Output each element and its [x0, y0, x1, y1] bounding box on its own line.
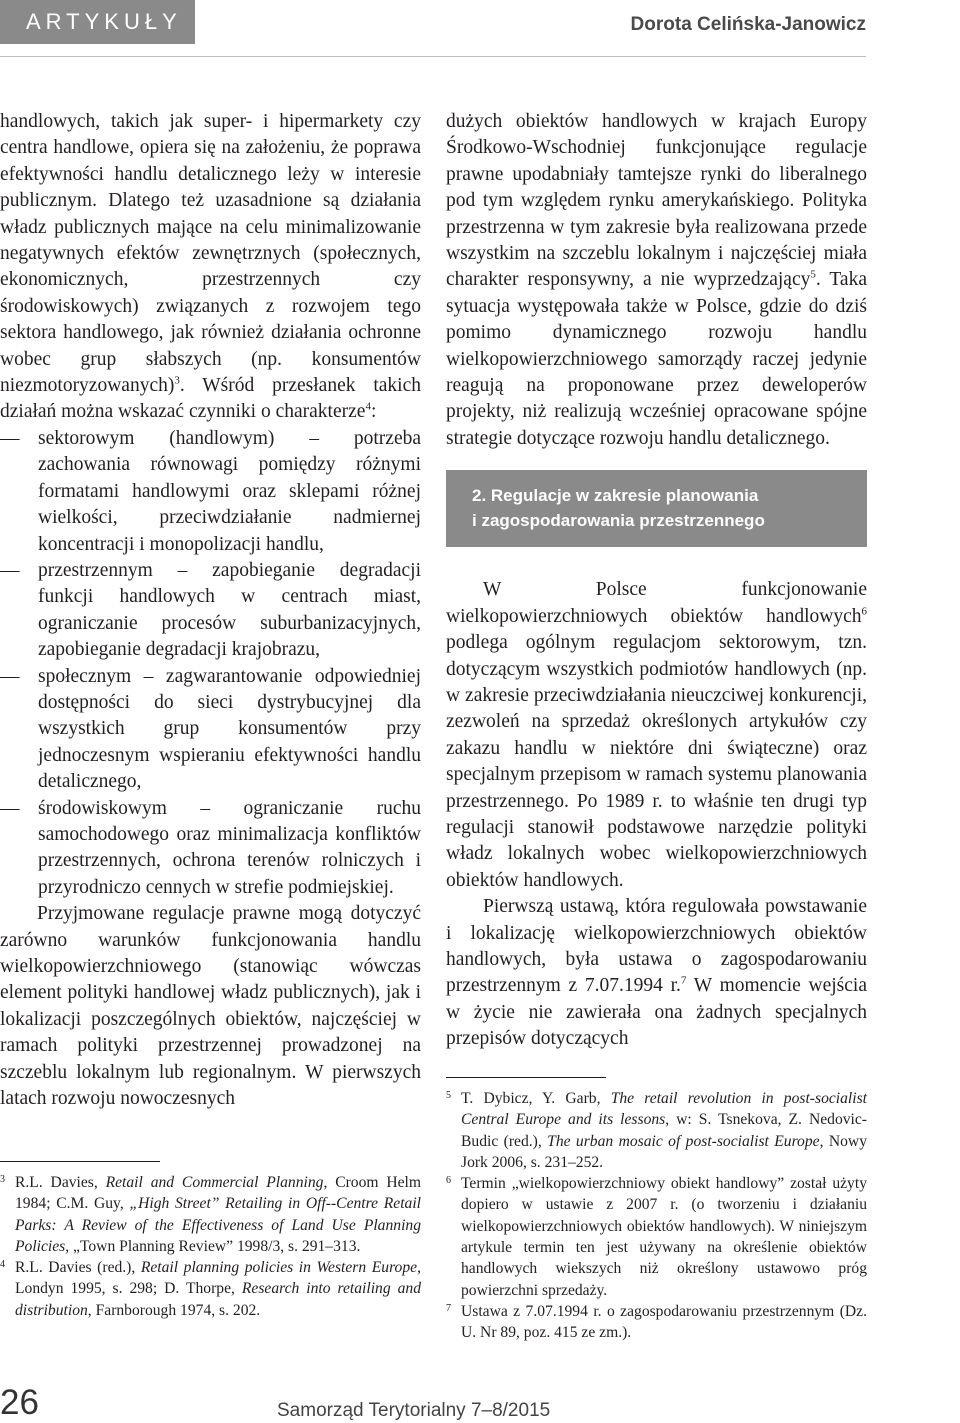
section-heading-line: 2. Regulacje w zakresie planowania [472, 486, 759, 506]
section-heading-line: i zagospodarowania przestrzennego [472, 511, 765, 531]
page-number: 26 [0, 1383, 39, 1422]
footnote [0, 1257, 421, 1321]
footnote-number: 3 [0, 1174, 5, 1185]
paragraph: Przyjmowane regulacje prawne mogą dotyczyć zarówno warunków funkcjonowania handlu wielkopowierzchniowego (stanowiąc wówczas element polityki handlowej władz publicznych), jak i lokalizacji poszczególnych obiektów, najczęściej w ramach polityki przestrzennej prowadzonej na szczeblu lokalnym lub regionalnym. W pierwszych latach rozwoju nowoczesnych [0, 903, 421, 1110]
section-label: ARTYKUŁY [26, 9, 182, 34]
footnote-ref: 5 [810, 268, 816, 281]
footnote-text: Ustawa z 7.07.1994 r. o zagospodarowaniu przestrzennym (Dz. U. Nr 89, poz. 415 ze zm.). [461, 1302, 867, 1342]
footnote-number: 4 [0, 1259, 5, 1271]
list-item: — sektorowym (handlowym) – potrzeba zachowania równowagi pomiędzy różnymi formatami handlowymi oraz sklepami różnej wielkości, przeciwdziałanie nadmiernej koncentracji i monopolizacji handlu, [0, 426, 421, 558]
list-item: — środowiskowym – ograniczanie ruchu samochodowego oraz minimalizacja konfliktów przestrzennych, ochrona terenów rolniczych i przyrodniczo cennych w strefie podmiejskiej. [0, 796, 421, 902]
author-name: Dorota Celińska-Janowicz [630, 14, 866, 35]
footnote-divider [0, 1161, 160, 1162]
footnote-text: R.L. Davies, Retail and Commercial Planning, Croom Helm 1984; C.M. Guy, „High Street” Retailing in Off--Centre Retail Parks: A Review of the Effectiveness of Land Use Planning Policies, „Town Planning Review” 1998/3, s. 291–313. [15, 1174, 421, 1255]
header-divider [0, 56, 866, 57]
footnote-ref: 3 [174, 374, 180, 387]
footnote [0, 1172, 421, 1257]
footnote-text: R.L. Davies (red.), Retail planning policies in Western Europe, Londyn 1995, s. 298; D. Thorpe, Research into retailing and distribution, Farnborough 1974, s. 202. [15, 1259, 422, 1319]
footnote-divider [446, 1077, 606, 1078]
paragraph: handlowych, takich jak super- i hipermarkety czy centra handlowe, opiera się na założeniu, że poprawa efektywności handlu detalicznego leży w interesie publicznym. Dlatego też uzasadnione są działania władz publicznych mające na celu minimalizowanie negatywnych efektów zewnętrznych (społecznych, ekonomicznych, przestrzennych czy środowiskowych) związanych z rozwojem tego sektora handlowego, jak również działania ochronne wobec grup słabszych (np. konsumentów niezmotoryzowanych)$^3$. Wśród przesłanek takich działań można wskazać czynniki o charakterze$^4$: [0, 111, 421, 423]
list-item: — społecznym – zagwarantowanie odpowiedniej dostępności do sieci dystrybucyjnej dla wszystkich grup konsumentów przy jednoczesnym wspieraniu efektywności handlu detalicznego, [0, 664, 421, 796]
footnote-ref: 4 [365, 400, 371, 413]
section-label-band [0, 0, 195, 44]
journal-title: Samorząd Terytorialny 7–8/2015 [277, 1400, 551, 1421]
paragraph: dużych obiektów handlowych w krajach Europy Środkowo-Wschodniej funkcjonujące regulacje prawne upodabniały tamtejsze rynki do liberalnego pod tym względem rynku amerykańskiego. Polityka przestrzenna w tym zakresie była realizowana przede wszystkim na szczeblu lokalnym i najczęściej miała charakter responsywny, a nie wyprzedzający$^5$. Taka sytuacja występowała także w Polsce, gdzie do dziś pomimo dynamicznego rozwoju handlu wielkopowierzchniowego samorządy raczej jedynie reagują na proponowane przez deweloperów projekty, niż realizują wcześniej opracowane spójne strategie dotyczące rozwoju handlu detalicznego. [446, 111, 867, 449]
footnotes-left [0, 1161, 421, 1321]
footnote-number: 5 [446, 1090, 451, 1101]
paragraph: Pierwszą ustawą, która regulowała powstawanie i lokalizację wielkopowierzchniowych obiektów handlowych, była ustawa o zagospodarowaniu przestrzennym z 7.07.1994 r.$^7$ W momencie wejścia w życie nie zawierała ona żadnych specjalnych przepisów dotyczących [446, 896, 867, 1050]
left-column [0, 109, 421, 1112]
footnote [446, 1173, 867, 1301]
footnote-number: 7 [446, 1302, 451, 1314]
footnote-text: Termin „wielkopowierzchniowy obiekt handlowy” został użyty dopiero w ustawie z 2007 r. (o tworzeniu i działaniu wielkopowierzchniowych obiektów handlowych). W niniejszym artykule termin ten jest używany na określenie obiektów handlowych wiekszych niż określony ustawowo próg powierzchni sprzedaży. [461, 1175, 867, 1299]
footnotes-right [446, 1077, 867, 1344]
footnote-text: T. Dybicz, Y. Garb, The retail revolution in post-socialist Central Europe and its lessons, w: S. Tsnekova, Z. Nedovic-Budic (red.), The urban mosaic of post-socialist Europe, Nowy Jork 2006, s. 231–252. [461, 1090, 867, 1171]
paragraph: W Polsce funkcjonowanie wielkopowierzchniowych obiektów handlowych$^6$ podlega ogólnym regulacjom sektorowym, tzn. dotyczącym wszystkich podmiotów handlowych (np. w zakresie przeciwdziałania nieuczciwej konkurencji, zezwoleń na sprzedaż określonych artykułów czy zakazu handlu w niektóre dni świąteczne) oraz specjalnym przepisom w ramach systemu planowania przestrzennego. Po 1989 r. to właśnie ten drugi typ regulacji stanowił podstawowe narzędzie polityki władz lokalnych wobec wielkopowierzchniowych obiektów handlowych. [446, 579, 867, 891]
footnote-ref: 7 [680, 974, 687, 987]
footnote-number: 6 [446, 1175, 451, 1187]
footnote [446, 1088, 867, 1173]
section-heading [446, 470, 867, 547]
list-item: — przestrzennym – zapobieganie degradacji funkcji handlowych w centrach miast, ograniczanie procesów suburbanizacyjnych, zapobieganie degradacji krajobrazu, [0, 558, 421, 664]
footnote [446, 1301, 867, 1344]
criteria-list [0, 426, 421, 901]
footnote-ref: 6 [861, 605, 867, 618]
right-column [446, 109, 867, 1053]
